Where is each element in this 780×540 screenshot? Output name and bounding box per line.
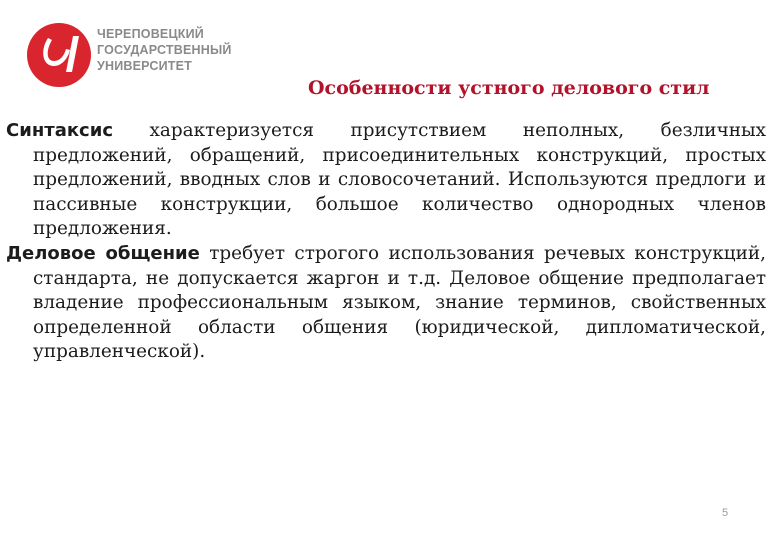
paragraph-business-communication (6, 242, 766, 365)
university-name-line: ГОСУДАРСТВЕННЫЙ (97, 43, 232, 57)
slide-title: Особенности устного делового стил (308, 77, 710, 99)
university-name (97, 26, 232, 74)
slide-body (6, 119, 766, 365)
paragraph-syntax (6, 119, 766, 242)
paragraph-text: требует строгого использования речевых конструкций, стандарта, не допускается жаргон и т.д. Деловое общение предполагает владение профессиональным языком, знание терминов, свойственных определенной области общения (юридической, дипломатической, управленческой). (33, 242, 766, 363)
university-logo-icon (26, 22, 92, 88)
paragraph-lead: Синтаксис (6, 120, 114, 141)
page-number: 5 (722, 507, 729, 519)
paragraph-text: характеризуется присутствием неполных, безличных предложений, обращений, присоединительных конструкций, простых предложений, вводных слов и словосочетаний. Используются предлоги и пассивные конструкции, большое количество однородных членов предложения. (33, 120, 766, 240)
university-name-line: ЧЕРЕПОВЕЦКИЙ (97, 27, 204, 41)
university-name-line: УНИВЕРСИТЕТ (97, 59, 192, 73)
paragraph-lead: Деловое общение (6, 242, 200, 264)
